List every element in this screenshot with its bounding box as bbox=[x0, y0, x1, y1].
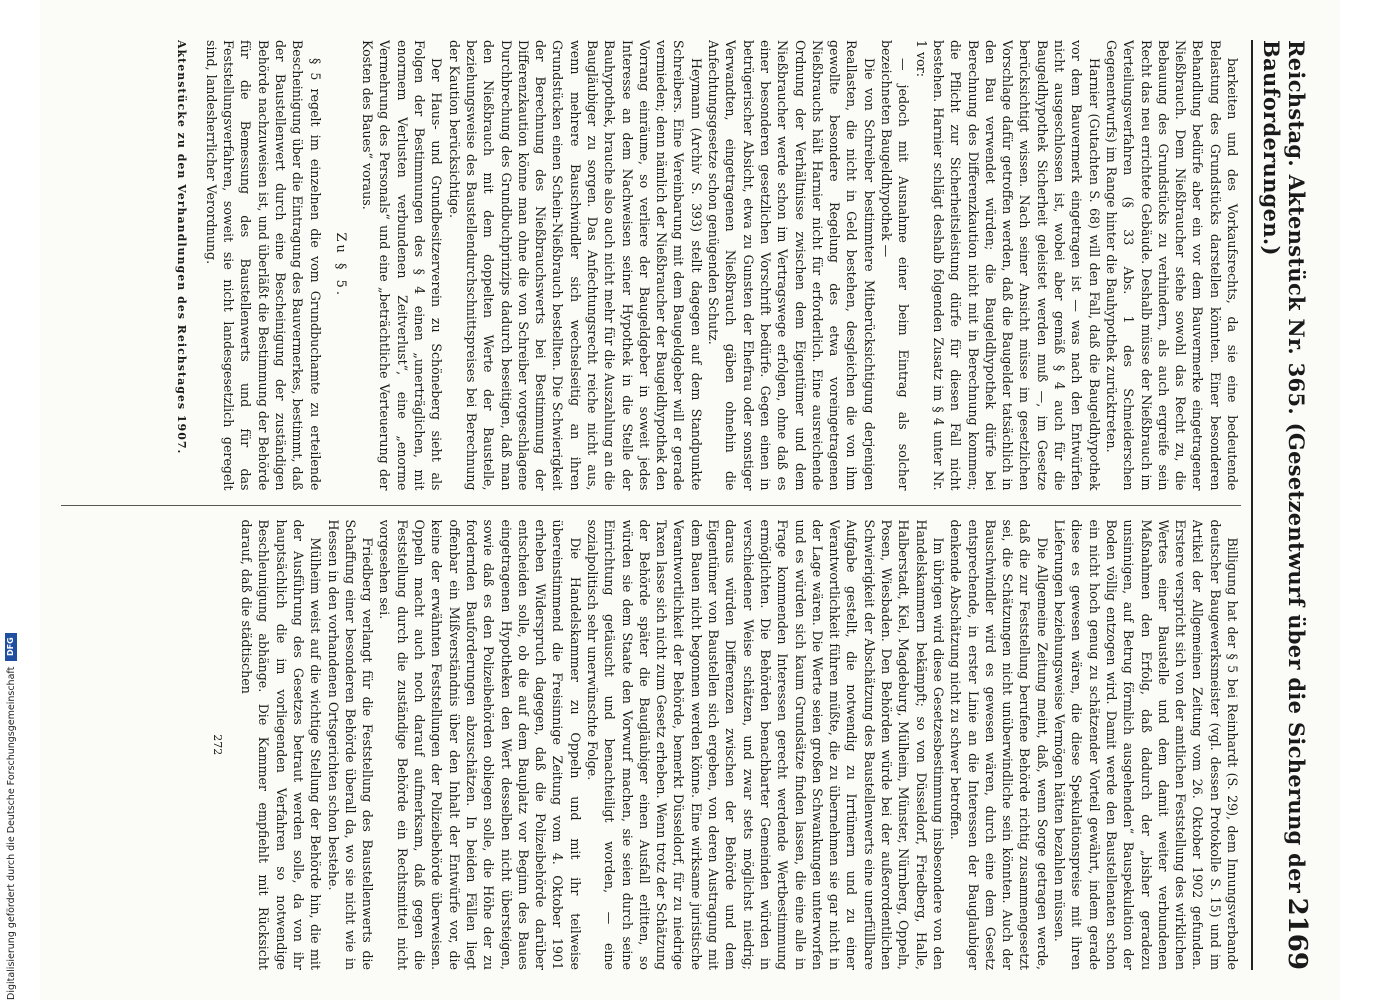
paragraph: Harnier (Gutachten S. 68) will den Fall, daß die Baugeldhypothek vor dem Bauvermerk eingetragen ist — was nach den Entwürfen nicht ausgeschlossen ist, wobei aber gemäß § 4 auch für die Baugeldhypothek Sicherheit geleistet werden muß —, im Gesetze berücksichtigt wissen. Nach seiner Ansicht müsse im gesetzlichen Vorschlage dafür getroffen werden, daß die Baugelder tatsächlich in den Bau verwendet würden; die Baugeldhypothek dürfe bei Berechnung des Differenzkaution nicht mit in Berechnung kommen; die Pflicht zur Sicherheitsleistung dürfe für diesen Fall nicht bestehen. Harnier schlägt deshalb folgenden Zusatz im § 4 unter Nr. 1 vor: bbox=[913, 40, 1102, 491]
page-footer-number: 272 bbox=[210, 734, 224, 756]
paragraph: Der Haus- und Grundbesitzerverein zu Schöneberg sieht als Folgen der Bestimmungen des § 4 einen „unerträglichen, mit enormem Verlusten verbundenen Zeitverlust“, eine „enorme Vermehrung des Personals“ und eine „beträchtliche Verteuerung der Kosten des Baues“ voraus. bbox=[360, 40, 445, 491]
digitization-stamp bbox=[2, 580, 20, 1000]
page-number: 2169 bbox=[1282, 897, 1312, 970]
paragraph: Die Allgemeine Zeitung meint, daß, wenn Sorge getragen werde, daß die zur Feststellung berufene Behörde richtig zusammengesetzt sei, die Schätzungen nicht unüberwindliche sein könnten. Auch der Bauschwindler wird es gewesen wären, durch eine dem Gesetz entsprechende, in erster Linie an die Interessen der Bauglaubiger denkende Abschätzung nicht zu schwer betroffen. bbox=[948, 519, 1050, 970]
paragraph: Die Handelskammer zu Oppeln und mit ihr teilweise übereinstimmend die Freisinnige Zeitung vom 4. Oktober 1901 erheben Widerspruch dagegen, daß die Polizeibehörde darüber entscheiden solle, ob die auf dem Bauplatz vor Beginn des Baues eingetragenen Hypotheken den Wert desselben nicht übersteigen, sowie daß es den Polizeibehörden obliegen solle, die Höhe der zu fordernden Bauforderungen abzuschätzen. In beiden Fällen liegt offenbar ein Mißverständnis über den Inhalt der Entwürfe vor, die keine der erwähnten Feststellungen der Polizeibehörde überweisen. Oppeln macht auch noch darauf aufmerksam, daß gegen die Feststellung durch die zuständige Behörde ein Rechtsmittel nicht vorgesehen sei. bbox=[377, 519, 583, 970]
column-second bbox=[61, 520, 1241, 971]
paragraph: Billigung hat der § 5 bei Reinhardt (S. 29), dem Innungsverbande deutscher Baugewerksmeister (vgl. dessen Protokolle S. 15) und im Artikel der Allgemeinen Zeitung vom 26. Oktober 1902 gefunden. Erstere verspricht sich von der amtlichen Feststellung des wirklichen Wertes einer Baustelle und dem damit weiter verbundenen Maßnahmen den Erfolg, daß dadurch der „bisher geradezu unsinnigen, auf Betrug förmlich ausgehenden“ Bauspekulation der Boden völlig entzogen wird. Damit werde den Baustellenaten schon ein nicht hoch genug zu schätzender Vorteil gewährt, indem gerade diese es gewesen wären, die diese Spekulationspreise mit ihren Lieferungen beziehungsweise Vermögen hätten bezahlen müssen. bbox=[1052, 519, 1240, 970]
dfg-logo: DFG bbox=[5, 633, 17, 661]
paragraph: Im übrigen wird diese Gesetzesbestimmung insbesondere von den Handelskammern bekämpft; so von Düsseldorf, Friedberg, Halle, Halberstadt, Kiel, Magdeburg, Mülheim, Münster, Nürnberg, Oppeln, Posen, Wiesbaden. Den Behörden würde bei der außerordentlichen Schwierigkeit der Abschätzung des Baustellenwerts eine unerfüllbare Aufgabe gestellt, die notwendig zu Irrtümern und zu einer Verantwortlichkeit führen müßte, die zu übernehmen sie gar nicht in der Lage wären. Die Werte seien großen Schwankungen unterworfen und es würden sich kaum Grundsätze finden lassen, die eine alle in Frage kommenden Interessen gerecht werdende Wertbestimmung ermöglichten. Die Behörden benachbarter Gemeinden würden in verschiedener Weise schätzen, und zwar stets möglichst niedrig; daraus würden Differenzen zwischen der Behörde und dem Eigentümer von Baustellen sich ergeben, von deren Austragung mit dem Bauen nicht begonnen werden könne. Eine wirksame juristische Verantwortlichkeit der Behörde, bemerkt Düsseldorf, für zu niedrige Taxen lasse sich nicht zum Gesetz erheben. Wenn trotz der Schätzung der Behörde später die Baugläubiger einen Ausfall erlitten, so würden sie dem Staate den Vorwurf machen, sie seien durch seine Einrichtung getäuscht und benachteiligt worden, — eine sozialpolitisch sehr unerwünschte Folge. bbox=[585, 519, 946, 970]
column-divider bbox=[61, 505, 1241, 506]
column-first bbox=[61, 40, 1241, 491]
text-columns bbox=[61, 40, 1241, 970]
stamp-text: Digitalisierung gefördert durch die Deutsche Forschungsgemeinschaft bbox=[5, 666, 17, 1000]
paragraph: Friedberg verlangt für die Feststellung des Baustellenwerts die Schaffung einer besonderen Behörde überall da, wo sie nicht wie in Hessen in den vorhandenen Ortsgerichten schon bestehe. bbox=[325, 519, 376, 970]
paragraph: Die von Schreiber bestimmtere Mitberücksichtigung derjenigen Reallasten, die nicht in Geld bestehen, desgleichen die von ihm gewollte besondere Regelung des etwa voreingetragenen Nießbrauchs hält Harnier nicht für erforderlich. Eine ausreichende Ordnung der Verhältnisse zwischen dem Eigentümer und dem Nießbraucher werde schon im Vertragswege erfolgen, ohne daß es einer besonderen gesetzlichen Vorschrift bedürfe. Gegen einen in betrügerischer Absicht, etwa zu Gunsten der Ehefrau oder sonstiger Verwandten, eingetragenen Nießbrauch gäben ohnehin die Anfechtungsgesetze schon genügenden Schutz. bbox=[706, 40, 877, 491]
document-page bbox=[40, 0, 1340, 1000]
section-heading: Zu § 5. bbox=[332, 232, 348, 299]
paragraph: — jedoch mit Ausnahme einer beim Eintrag als solcher bezeichneten Baugeldhypothek — bbox=[879, 40, 912, 491]
page-title: Reichstag. Aktenstück Nr. 365. (Gesetzentwurf über die Sicherung der Bauforderungen.) bbox=[1259, 40, 1309, 894]
paragraph: Heymann (Archiv S. 393) stellt dagegen auf dem Standpunkte Schreibers. Eine Vereinbarung mit dem Baugeldgeber will er gerade vermieden; denn nämlich der Nießbraucher der Baugeldhypothek den Vorrang einräume, so verliere der Baugeldgeber in soweit jedes Interesse an dem Nachweisen seiner Hypothek in die Stelle der Bauhypothek, brauche also auch nicht mehr für die Auszahlung an die Baugläubiger zu sorgen. Das Anfechtungsrecht reiche nicht aus, wenn mehrere Bauschwindler sich wechselseitig an ihren Grundstücken einen Schein-Nießbrauch bestellten. Die Schwierigkeit der Berechnung des Nießbrauchswerts bei Bestimmung der Differenzkaution könne man ohne die von Schreiber vorgeschlagene Durchbrechung des Grundbuchprinzips dadurch beseitigen, daß man den Nießbrauch mit dem doppelten Werte der Baustelle, beziehungsweise des Baustellendurchschnittspreises bei Berechnung der Kaution berücksichtige. bbox=[446, 40, 704, 491]
page-footer-note: Aktenstücke zu den Verhandlungen des Reichstages 1907. bbox=[175, 40, 189, 455]
paragraph: § 5 regelt im einzelnen die vom Grundbuchamte zu erteilende Bescheinigung über die Eintragung des Bauvermerkes, bestimmt, daß der Baustellenwert durch eine Bescheinigung der zuständigen Behörde nachzuweisen ist, und überläßt die Bestimmung der Behörde für die Bemessung des Baustellenwerts und für das Feststellungsverfahren, soweit sie nicht landesgesetzlich geregelt sind, landesherrlicher Verordnung. bbox=[203, 40, 323, 491]
paragraph: barkeiten und des Vorkaufsrechts, da sie eine bedeutende Belastung des Grundstücks darstellen könnten. Einer besonderen Behandlung bedürfe aber ein vor dem Bauvermerke eingetragener Nießbrauch. Dem Nießbraucher stehe sowohl das Recht zu, die Bebauung des Grundstücks zu verhindern, als auch ergreife sein Recht das neu errichtete Gebäude. Deshalb müsse der Nießbrauch im Verteilungsverfahren (§ 33 Abs. 1 des Schneiderschen Gegenentwurfs) im Range hinter die Bauhypothek zurücktreten. bbox=[1103, 40, 1240, 491]
paragraph: Mülheim weist auf die wichtige Stellung der Behörde hin, die mit der Ausführung des Gesetzes betraut werden solle, da von ihr hauptsächlich die im vorliegenden Verfahren so notwendige Beschleunigung abhänge. Die Kammer empfiehlt mit Rücksicht darauf, daß die städtischen bbox=[239, 519, 324, 970]
page-header bbox=[1251, 40, 1312, 970]
